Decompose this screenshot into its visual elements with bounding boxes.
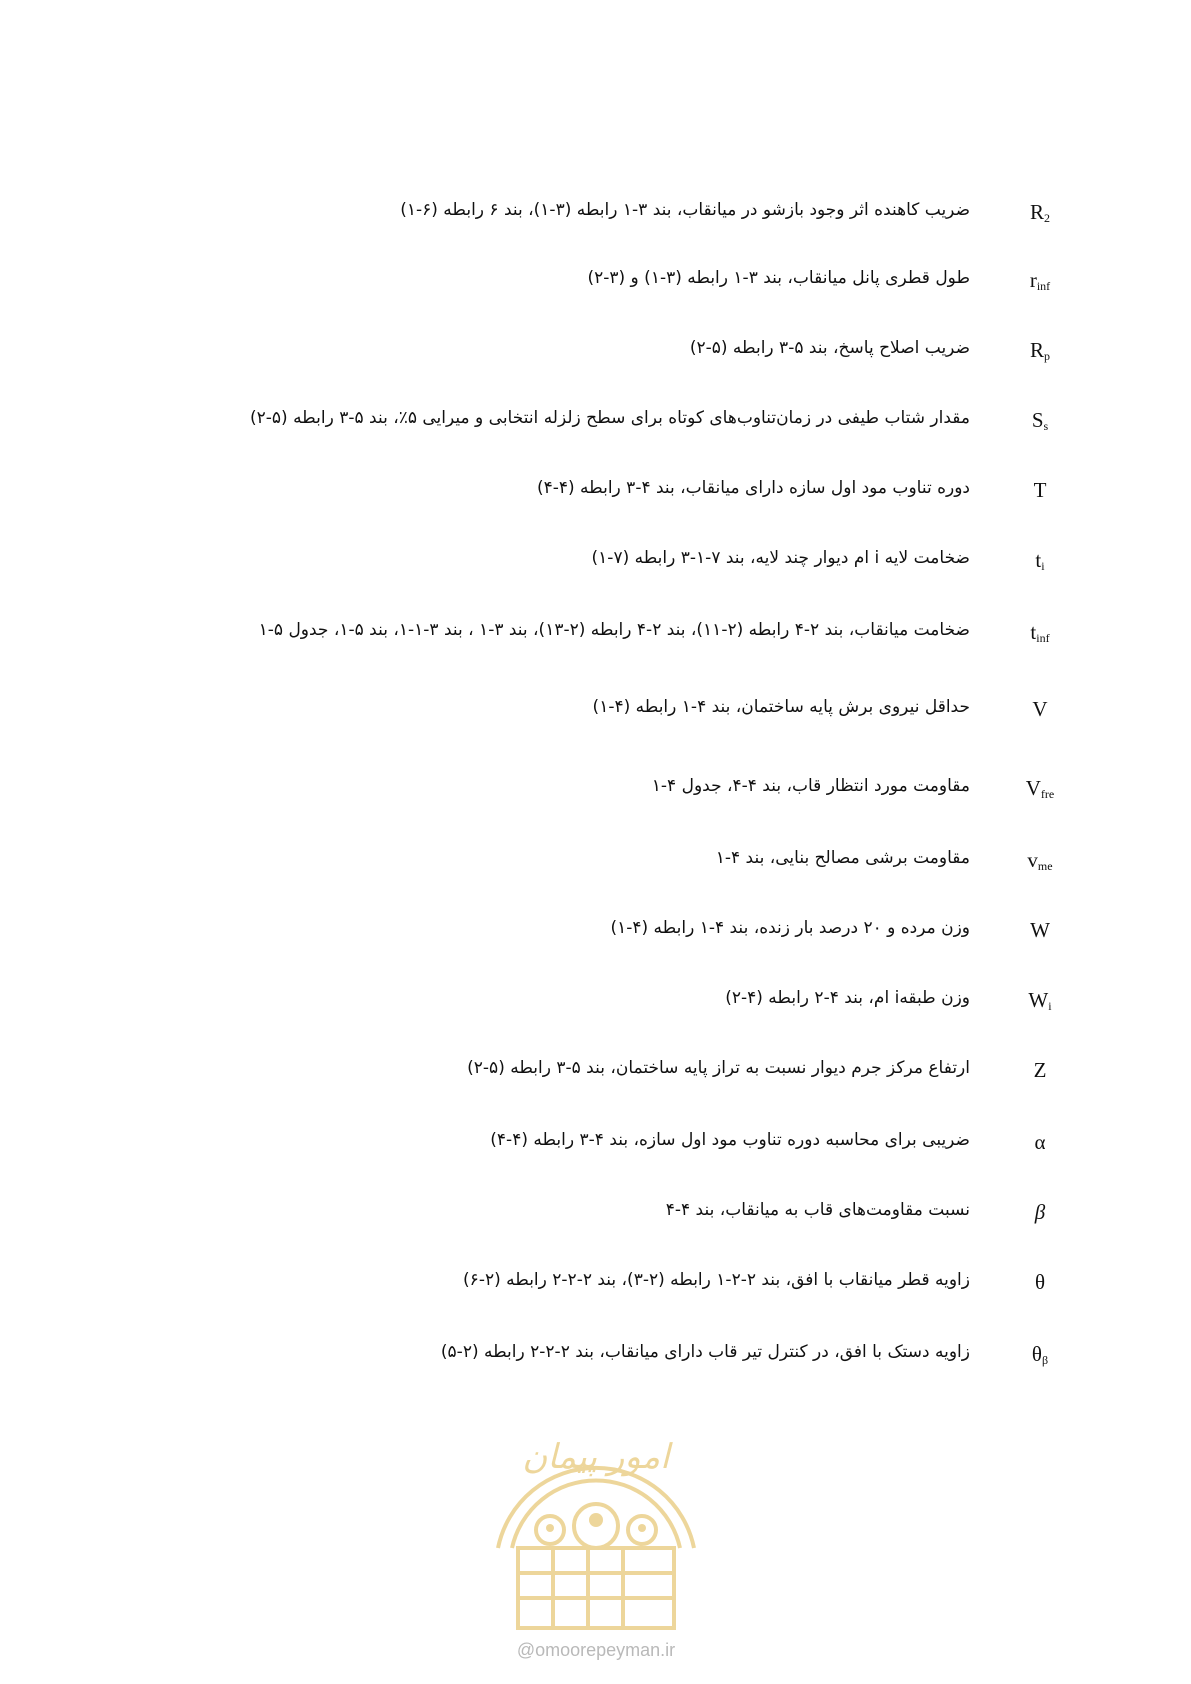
watermark-logo <box>478 1398 714 1648</box>
notation-entry <box>100 1200 1060 1240</box>
notation-entry <box>100 776 1060 816</box>
notation-symbol: $V_{fre}$ <box>1025 776 1055 801</box>
notation-entry <box>100 1130 1060 1170</box>
notation-symbol: $t_{inf}$ <box>1030 620 1050 645</box>
notation-description: ضخامت لایه i ام دیوار چند لایه، بند ۷-۱-۳ رابطه (۷-۱) <box>591 548 970 568</box>
notation-symbol: $R_2$ <box>1029 200 1050 225</box>
notation-description: زاویه قطر میانقاب با افق، بند ۲-۲-۱ رابطه (۲-۳)، بند ۲-۲-۲ رابطه (۲-۶) <box>463 1270 970 1290</box>
notation-description: زاویه دستک با افق، در کنترل تیر قاب دارای میانقاب، بند ۲-۲-۲ رابطه (۲-۵) <box>440 1342 970 1362</box>
notation-symbol: T <box>1033 478 1047 502</box>
notation-symbol: θ <box>1034 1270 1046 1294</box>
notation-description: وزن مرده و ۲۰ درصد بار زنده، بند ۴-۱ رابطه (۴-۱) <box>610 918 970 938</box>
watermark-site: @omoorepeyman.ir <box>516 1640 676 1660</box>
notation-entry <box>100 548 1060 588</box>
notation-symbol: W <box>1030 918 1050 942</box>
notation-entry <box>100 1058 1060 1098</box>
at-icon: @ <box>516 1640 536 1660</box>
notation-entry <box>100 268 1060 308</box>
notation-description: ضریبی برای محاسبه دوره تناوب مود اول سازه، بند ۴-۳ رابطه (۴-۴) <box>490 1130 970 1150</box>
notation-symbol: $t_i$ <box>1035 548 1045 573</box>
notation-symbol: $W_i$ <box>1028 988 1052 1013</box>
notation-description: ضریب کاهنده اثر وجود بازشو در میانقاب، بند ۳-۱ رابطه (۳-۱)، بند ۶ رابطه (۶-۱) <box>400 200 970 220</box>
notation-description: مقدار شتاب طیفی در زمان‌تناوب‌های کوتاه برای سطح زلزله انتخابی و میرایی ۵٪، بند ۵-۳ رابطه (۵-۲) <box>249 408 970 428</box>
notation-entry <box>100 338 1060 378</box>
notation-symbol: Z <box>1033 1058 1047 1082</box>
notation-description: مقاومت برشی مصالح بنایی، بند ۴-۱ <box>715 848 970 868</box>
notation-entry <box>100 1270 1060 1310</box>
notation-entry <box>100 697 1060 737</box>
notation-symbol: $R_p$ <box>1029 338 1050 363</box>
notation-entry <box>100 848 1060 888</box>
notation-symbol: $r_{inf}$ <box>1029 268 1051 293</box>
notation-symbol: V <box>1032 697 1048 721</box>
notation-symbol: α <box>1034 1130 1046 1154</box>
watermark-logo-text: امور پیمان <box>522 1437 670 1477</box>
notation-entry <box>100 1342 1060 1382</box>
notation-description: وزن طبقهi ام، بند ۴-۲ رابطه (۴-۲) <box>725 988 970 1008</box>
notation-description: طول قطری پانل میانقاب، بند ۳-۱ رابطه (۳-۱) و (۳-۲) <box>587 268 970 288</box>
notation-description: ضخامت میانقاب، بند ۲-۴ رابطه (۲-۱۱)، بند ۲-۴ رابطه (۲-۱۳)، بند ۳-۱ ، بند ۳-۱-۱، بند ۵-۱، جدول ۵-۱ <box>258 620 970 640</box>
notation-description: دوره تناوب مود اول سازه دارای میانقاب، بند ۴-۳ رابطه (۴-۴) <box>536 478 970 498</box>
notation-symbol: $\theta_\beta$ <box>1031 1342 1049 1367</box>
notation-entry <box>100 408 1060 448</box>
notation-entry <box>100 988 1060 1028</box>
notation-symbol: β <box>1034 1200 1046 1224</box>
notation-description: مقاومت مورد انتظار قاب، بند ۴-۴، جدول ۴-۱ <box>651 776 970 796</box>
notation-entry <box>100 200 1060 240</box>
notation-symbol: $v_{me}$ <box>1027 848 1053 873</box>
notation-description: نسبت مقاومت‌های قاب به میانقاب، بند ۴-۴ <box>665 1200 970 1220</box>
notation-entry <box>100 918 1060 958</box>
notation-symbol: $S_s$ <box>1031 408 1049 433</box>
notation-description: ضریب اصلاح پاسخ، بند ۵-۳ رابطه (۵-۲) <box>689 338 970 358</box>
notation-entry <box>100 620 1060 660</box>
notation-entry <box>100 478 1060 518</box>
notation-description: حداقل نیروی برش پایه ساختمان، بند ۴-۱ رابطه (۴-۱) <box>592 697 970 717</box>
notation-description: ارتفاع مرکز جرم دیوار نسبت به تراز پایه ساختمان، بند ۵-۳ رابطه (۵-۲) <box>467 1058 970 1078</box>
